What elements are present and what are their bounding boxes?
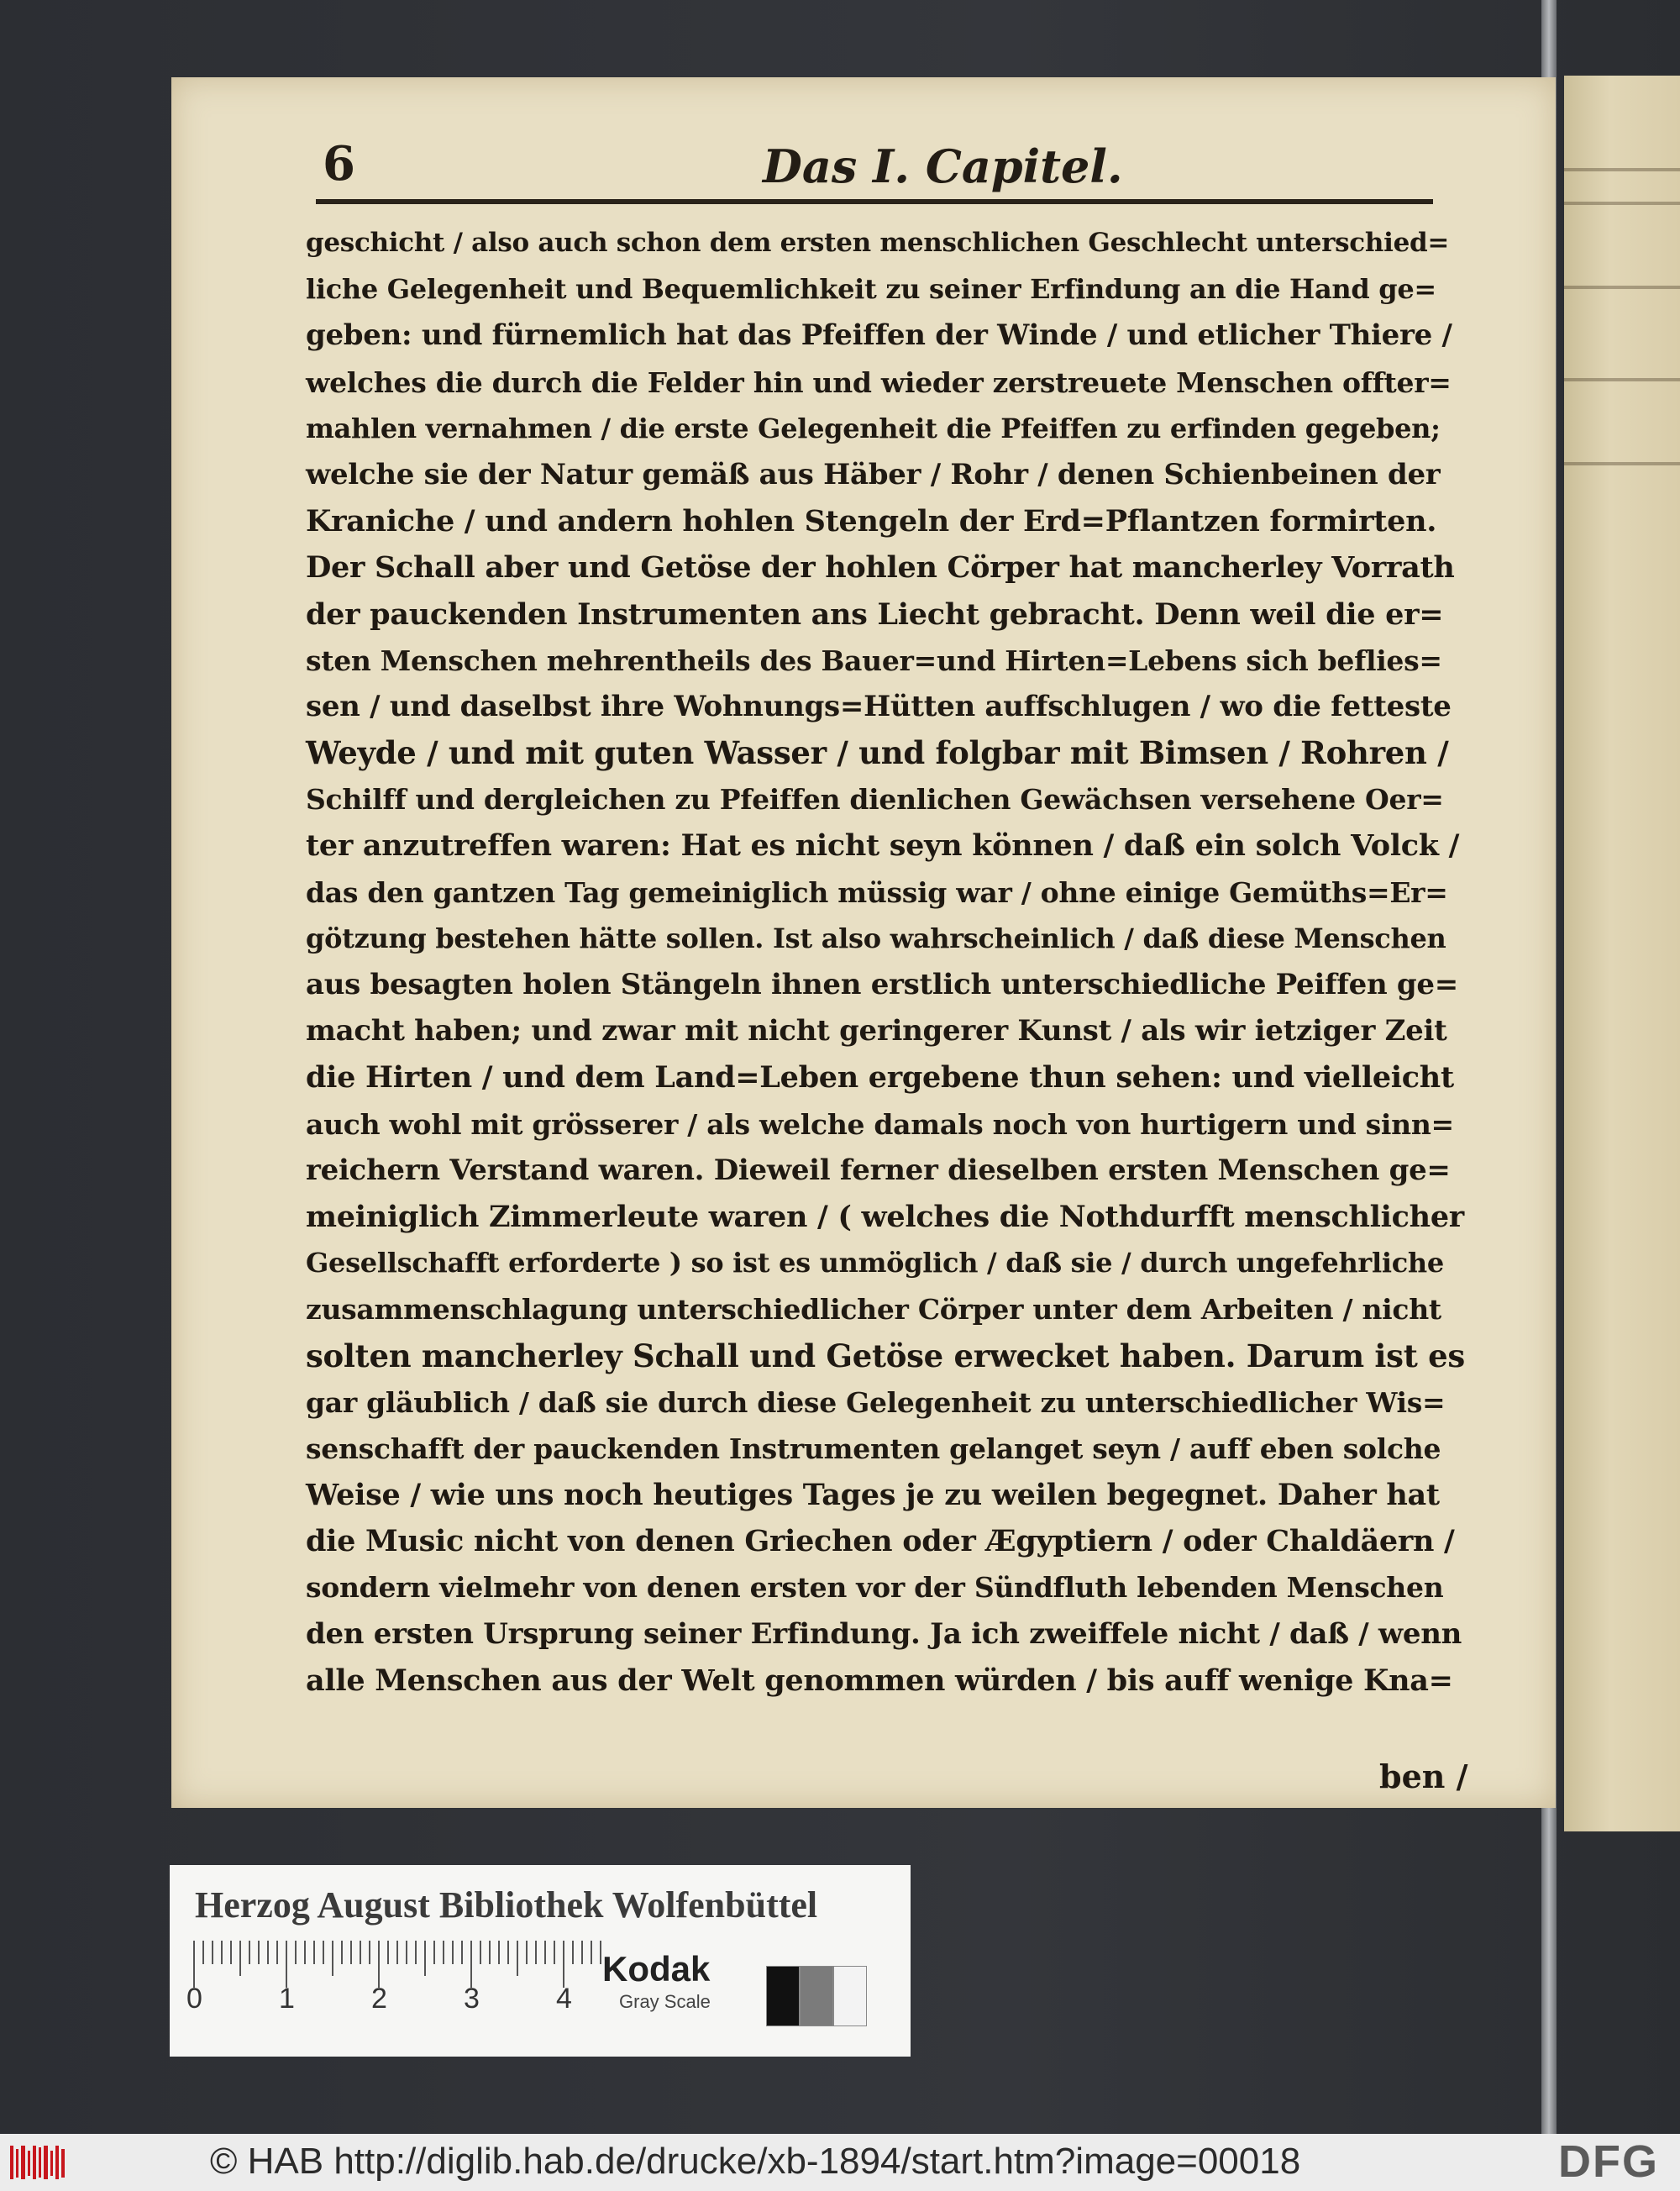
ruler-tick [230,1941,232,1964]
ruler-tick [443,1941,444,1964]
ruler-tick [304,1941,306,1964]
text-line: gar gläublich / daß sie durch diese Gelegenheit zu unterschiedlicher Wis= [306,1385,1446,1419]
body-text [306,220,1465,1704]
text-line: das den gantzen Tag gemeiniglich müssig war / ohne einige Gemüths=Er= [306,875,1448,909]
page-number: 6 [323,136,355,192]
text-line: sondern vielmehr von denen ersten vor der Sündfluth lebenden Menschen [306,1571,1444,1605]
ruler-tick [433,1941,435,1964]
ruler-tick [544,1941,546,1964]
text-line: macht haben; und zwar mit nicht geringerer Kunst / als wir ietziger Zeit [306,1014,1447,1048]
ruler-tick [480,1941,481,1964]
kodak-label: Kodak [602,1949,711,1989]
text-line: der pauckenden Instrumenten ans Liecht gebracht. Denn weil die er= [306,596,1444,632]
ruler-tick [572,1941,574,1964]
ruler-tick [498,1941,500,1964]
ruler-tick [332,1941,333,1976]
copyright-link[interactable]: © HAB http://diglib.hab.de/drucke/xb-1894/start.htm?image=00018 [210,2141,1301,2182]
text-line: welches die durch die Felder hin und wieder zerstreuete Menschen offter= [306,365,1452,399]
ruler-number: 0 [186,1983,202,2015]
ruler-tick [517,1941,518,1976]
color-calibration-card [170,1865,911,2057]
ruler-tick [406,1941,407,1964]
gray-scale-label: Gray Scale [619,1991,711,2012]
text-line: meiniglich Zimmerleute waren / ( welches die Nothdurfft menschlicher [306,1199,1464,1234]
text-line: die Hirten / und dem Land=Leben ergebene thun sehen: und vielleicht [306,1060,1454,1096]
ruler-tick [507,1941,509,1964]
ruler-tick [323,1941,324,1964]
ruler-tick [526,1941,528,1964]
text-line: sen / und daselbst ihre Wohnungs=Hütten auffschlugen / wo die fetteste [306,689,1452,723]
dfg-logo: DFG [1558,2136,1659,2187]
barcode-icon [8,2142,67,2183]
ruler-tick [341,1941,343,1964]
ruler-tick [313,1941,315,1964]
ruler-tick [489,1941,491,1964]
ruler-tick [202,1941,204,1964]
text-line: auch wohl mit grösserer / als welche damals noch von hurtigern und sinn= [306,1107,1454,1141]
gray-swatch [833,1966,867,2026]
ruler-tick [600,1941,601,1964]
ruler-tick [267,1941,269,1964]
text-line: senschafft der pauckenden Instrumenten gelanget seyn / auff eben solche [306,1432,1441,1465]
text-line: geschicht / also auch schon dem ersten menschlichen Geschlecht unterschied= [306,228,1450,258]
text-line: liche Gelegenheit und Bequemlichkeit zu seiner Erfindung an die Hand ge= [306,273,1436,306]
ruler-tick [258,1941,260,1964]
text-line: Der Schall aber und Getöse der hohlen Cörper hat mancherley Vorrath [306,550,1455,586]
ruler-tick [415,1941,417,1964]
measurement-ruler [186,1941,605,2015]
ruler-tick [276,1941,278,1964]
text-line: geben: und fürnemlich hat das Pfeiffen der Winde / und etlicher Thiere / [306,318,1452,353]
ruler-tick [563,1941,564,1988]
ruler-tick [387,1941,389,1964]
text-line: götzung bestehen hätte sollen. Ist also wahrscheinlich / daß diese Menschen [306,922,1446,954]
text-line: Gesellschafft erforderte ) so ist es unmöglich / daß sie / durch ungefehrliche [306,1247,1444,1279]
text-line: Schilff und dergleichen zu Pfeiffen dienlichen Gewächsen versehene Oer= [306,783,1444,817]
gray-swatch [766,1966,800,2026]
ruler-tick [554,1941,555,1964]
text-line: welche sie der Natur gemäß aus Häber / Rohr / denen Schienbeinen der [306,457,1441,491]
ruler-tick [249,1941,250,1964]
ruler-tick [286,1941,287,1988]
text-line: Weise / wie uns noch heutiges Tages je zu weilen begegnet. Daher hat [306,1478,1440,1513]
ruler-tick [378,1941,380,1988]
text-line: Kraniche / und andern hohlen Stengeln der Erd=Pflantzen formirten. [306,504,1437,539]
footer-bar [0,2134,1680,2191]
ruler-tick [581,1941,583,1964]
text-line: ter anzutreffen waren: Hat es nicht seyn können / daß ein solch Volck / [306,828,1460,864]
text-line: mahlen vernahmen / die erste Gelegenheit die Pfeiffen zu erfinden gegeben; [306,412,1441,444]
book-page [171,77,1556,1808]
gray-scale-swatches [766,1966,867,2025]
ruler-number: 1 [279,1983,295,2015]
text-line: aus besagten holen Stängeln ihnen erstlich unterschiedliche Peiffen ge= [306,968,1458,1001]
ruler-tick [212,1941,213,1964]
text-line: sten Menschen mehrentheils des Bauer=und Hirten=Lebens sich beflies= [306,644,1442,677]
ruler-tick [452,1941,454,1964]
ruler-tick [424,1941,426,1976]
text-line: reichern Verstand waren. Dieweil ferner dieselben ersten Menschen ge= [306,1153,1451,1187]
ruler-tick [239,1941,241,1976]
ruler-tick [470,1941,472,1988]
facing-page-edge [1564,76,1680,1831]
ruler-tick [221,1941,223,1964]
text-line: alle Menschen aus der Welt genommen würden / bis auff wenige Kna= [306,1663,1453,1698]
ruler-tick [369,1941,370,1964]
library-name: Herzog August Bibliothek Wolfenbüttel [195,1884,818,1926]
text-line: solten mancherley Schall und Getöse erwecket haben. Darum ist es [306,1337,1465,1374]
ruler-tick [350,1941,352,1964]
ruler-number: 2 [371,1983,387,2015]
ruler-tick [535,1941,537,1964]
gray-swatch [800,1966,833,2026]
ruler-tick [591,1941,592,1964]
ruler-tick [396,1941,398,1964]
ruler-number: 3 [464,1983,480,2015]
catchword: ben / [1379,1758,1468,1795]
ruler-tick [193,1941,195,1988]
ruler-tick [461,1941,463,1964]
header-rule [316,199,1433,204]
running-head: Das I. Capitel. [763,139,1123,193]
text-line: die Music nicht von denen Griechen oder Ægyptiern / oder Chaldäern / [306,1524,1455,1559]
ruler-tick [360,1941,361,1964]
ruler-tick [295,1941,297,1964]
text-line: zusammenschlagung unterschiedlicher Cörper unter dem Arbeiten / nicht [306,1293,1441,1327]
text-line: Weyde / und mit guten Wasser / und folgbar mit Bimsen / Rohren / [306,734,1449,772]
ruler-number: 4 [556,1983,572,2015]
text-line: den ersten Ursprung seiner Erfindung. Ja ich zweiffele nicht / daß / wenn [306,1616,1462,1651]
